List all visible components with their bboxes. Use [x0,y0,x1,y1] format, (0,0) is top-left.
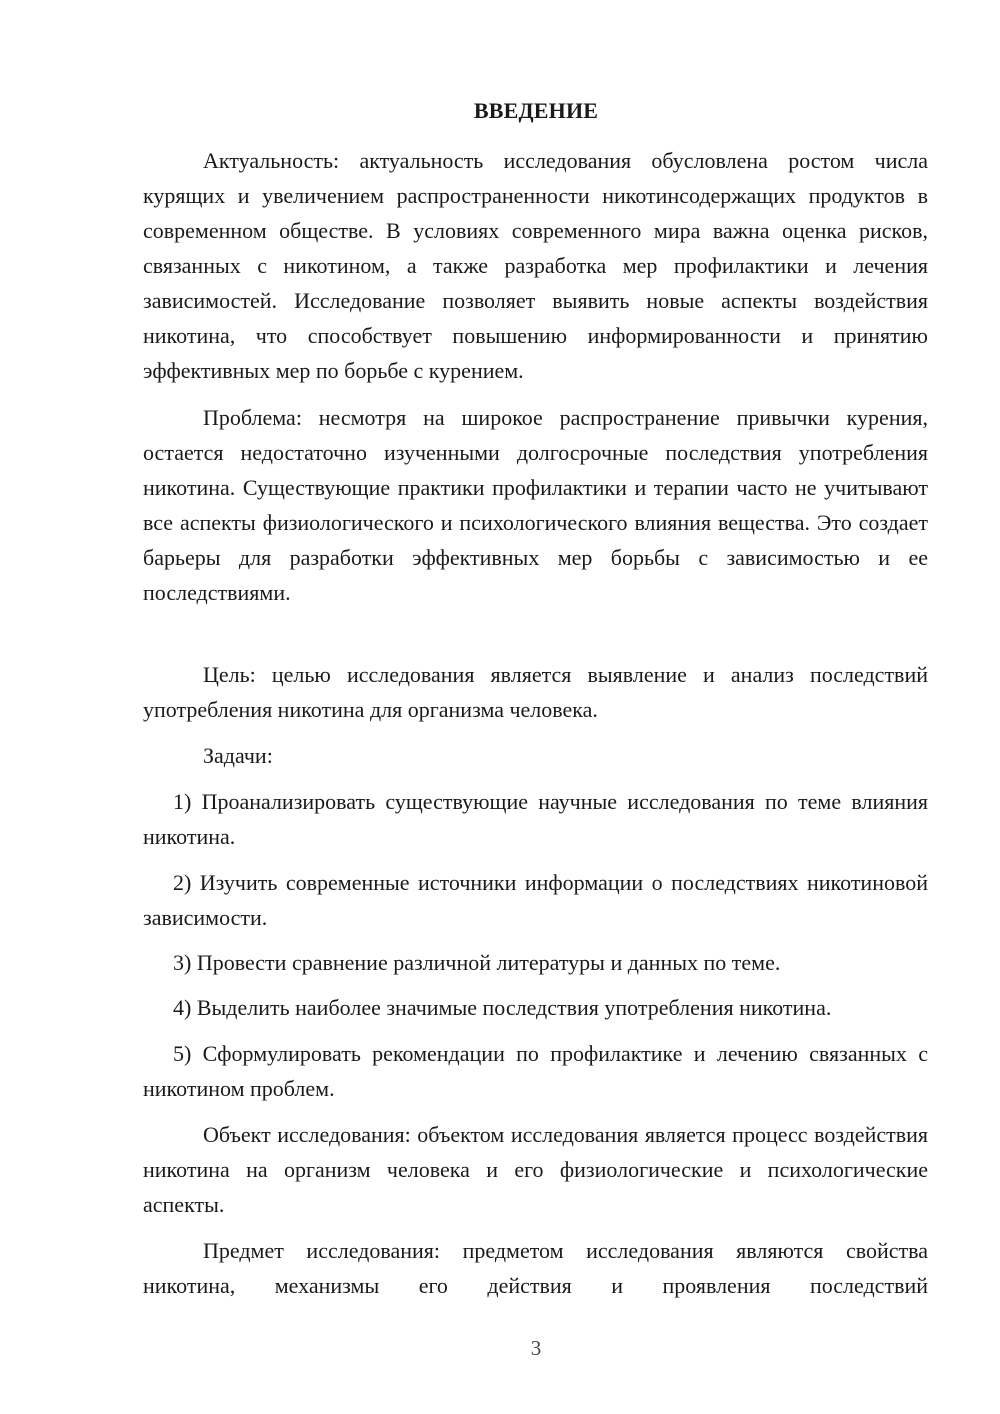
paragraph-problem: Проблема: несмотря на широкое распространение привычки курения, остается недостаточно изученными долгосрочные последствия употребления никотина. Существующие практики профилактики и терапии часто не учитывают все аспекты физиологического и психологического влияния вещества. Это создает барьеры для разработки эффективных мер борьбы с зависимостью и ее последствиями. [143,405,928,605]
page-number: 3 [530,1336,542,1360]
task-item-4: 4) Выделить наиболее значимые последствия употребления никотина. [173,995,832,1020]
task-item-3: 3) Провести сравнение различной литературы и данных по теме. [173,950,781,975]
paragraph-subject: Предмет исследования: предметом исследования являются свойства никотина, механизмы его действия и проявления последствий [143,1238,928,1298]
task-item-5: 5) Сформулировать рекомендации по профилактике и лечению связанных с никотином проблем. [143,1041,928,1101]
paragraph-relevance: Актуальность: актуальность исследования обусловлена ростом числа курящих и увеличением распространенности никотинсодержащих продуктов в современном обществе. В условиях современного мира важна оценка рисков, связанных с никотином, а также разработка мер профилактики и лечения зависимостей. Исследование позволяет выявить новые аспекты воздействия никотина, что способствует повышению информированности и принятию эффективных мер по борьбе с курением. [143,148,928,383]
task-item-1: 1) Проанализировать существующие научные исследования по теме влияния никотина. [143,789,928,849]
paragraph-object: Объект исследования: объектом исследования является процесс воздействия никотина на организм человека и его физиологические и психологические аспекты. [143,1122,928,1217]
task-item-2: 2) Изучить современные источники информации о последствиях никотиновой зависимости. [143,870,928,930]
paragraph-goal: Цель: целью исследования является выявление и анализ последствий употребления никотина для организма человека. [143,662,928,722]
section-heading: ВВЕДЕНИЕ [473,98,599,123]
paragraph-tasks-title: Задачи: [203,743,273,768]
